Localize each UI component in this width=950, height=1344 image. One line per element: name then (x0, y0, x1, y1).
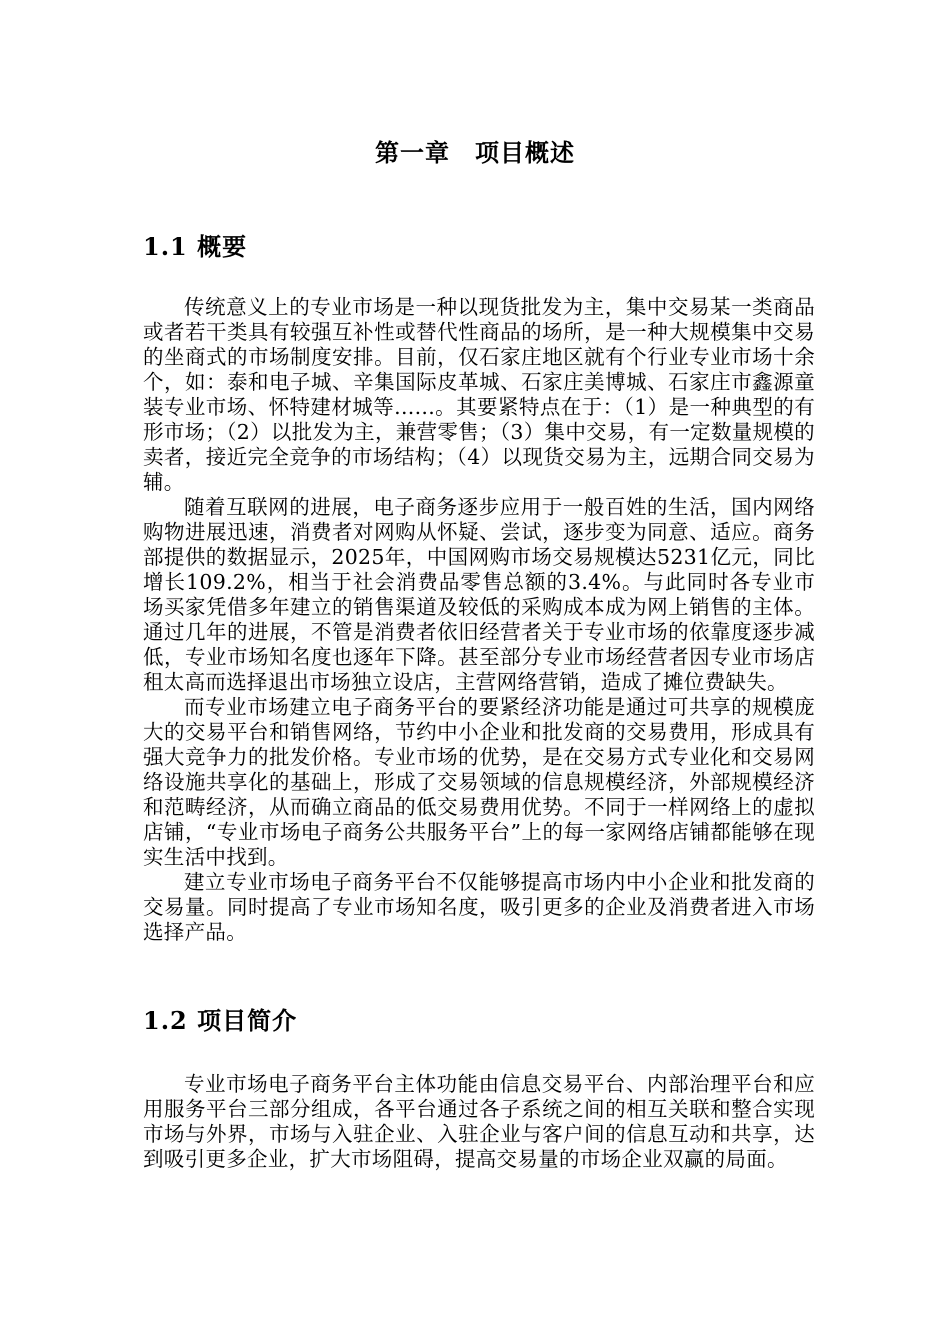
paragraph: 专业市场电子商务平台主体功能由信息交易平台、内部治理平台和应用服务平台三部分组成，各平台通过各子系统之间的相互关联和整合实现市场与外界，市场与入驻企业、入驻企业与客户间的信息互动和共享，达到吸引更多企业，扩大市场阻碍，提高交易量的市场企业双赢的局面。 (143, 1072, 815, 1171)
paragraph: 而专业市场建立电子商务平台的要紧经济功能是通过可共享的规模庞大的交易平台和销售网络，节约中小企业和批发商的交易费用，形成具有强大竞争力的批发价格。专业市场的优势，是在交易方式专业化和交易网络设施共享化的基础上，形成了交易领域的信息规模经济，外部规模经济和范畴经济，从而确立商品的低交易费用优势。不同于一样网络上的虚拟店铺，“专业市场电子商务公共服务平台”上的每一家网络店铺都能够在现实生活中找到。 (143, 695, 815, 869)
chapter-title: 第一章 项目概述 (375, 138, 575, 167)
paragraph: 随着互联网的进展，电子商务逐步应用于一般百姓的生活，国内网络购物进展迅速，消费者对网购从怀疑、尝试，逐步变为同意、适应。商务部提供的数据显示，2025年，中国网购市场交易规模达5231亿元，同比增长109.2%，相当于社会消费品零售总额的3.4%。与此同时各专业市场买家凭借多年建立的销售渠道及较低的采购成本成为网上销售的主体。通过几年的进展，不管是消费者依旧经营者关于专业市场的依靠度逐步减低，专业市场知名度也逐年下降。甚至部分专业市场经营者因专业市场店租太高而选择退出市场独立设店，主营网络营销，造成了摊位费缺失。 (143, 495, 815, 694)
section-body-1-2 (143, 1072, 815, 1172)
section-heading-1-2: 1.2 项目简介 (143, 1006, 298, 1035)
section-heading-1-1: 1.1 概要 (143, 232, 248, 261)
paragraph: 建立专业市场电子商务平台不仅能够提高市场内中小企业和批发商的交易量。同时提高了专业市场知名度，吸引更多的企业及消费者进入市场选择产品。 (143, 870, 815, 944)
paragraph: 传统意义上的专业市场是一种以现货批发为主，集中交易某一类商品或者若干类具有较强互补性或替代性商品的场所，是一种大规模集中交易的坐商式的市场制度安排。目前，仅石家庄地区就有个行业专业市场十余个，如：泰和电子城、辛集国际皮革城、石家庄美博城、石家庄市鑫源童装专业市场、怀特建材城等......。其要紧特点在于：（1）是一种典型的有形市场；（2）以批发为主，兼营零售；（3）集中交易，有一定数量规模的卖者，接近完全竞争的市场结构；（4）以现货交易为主，远期合同交易为辅。 (143, 295, 815, 494)
section-body-1-1 (143, 295, 815, 945)
